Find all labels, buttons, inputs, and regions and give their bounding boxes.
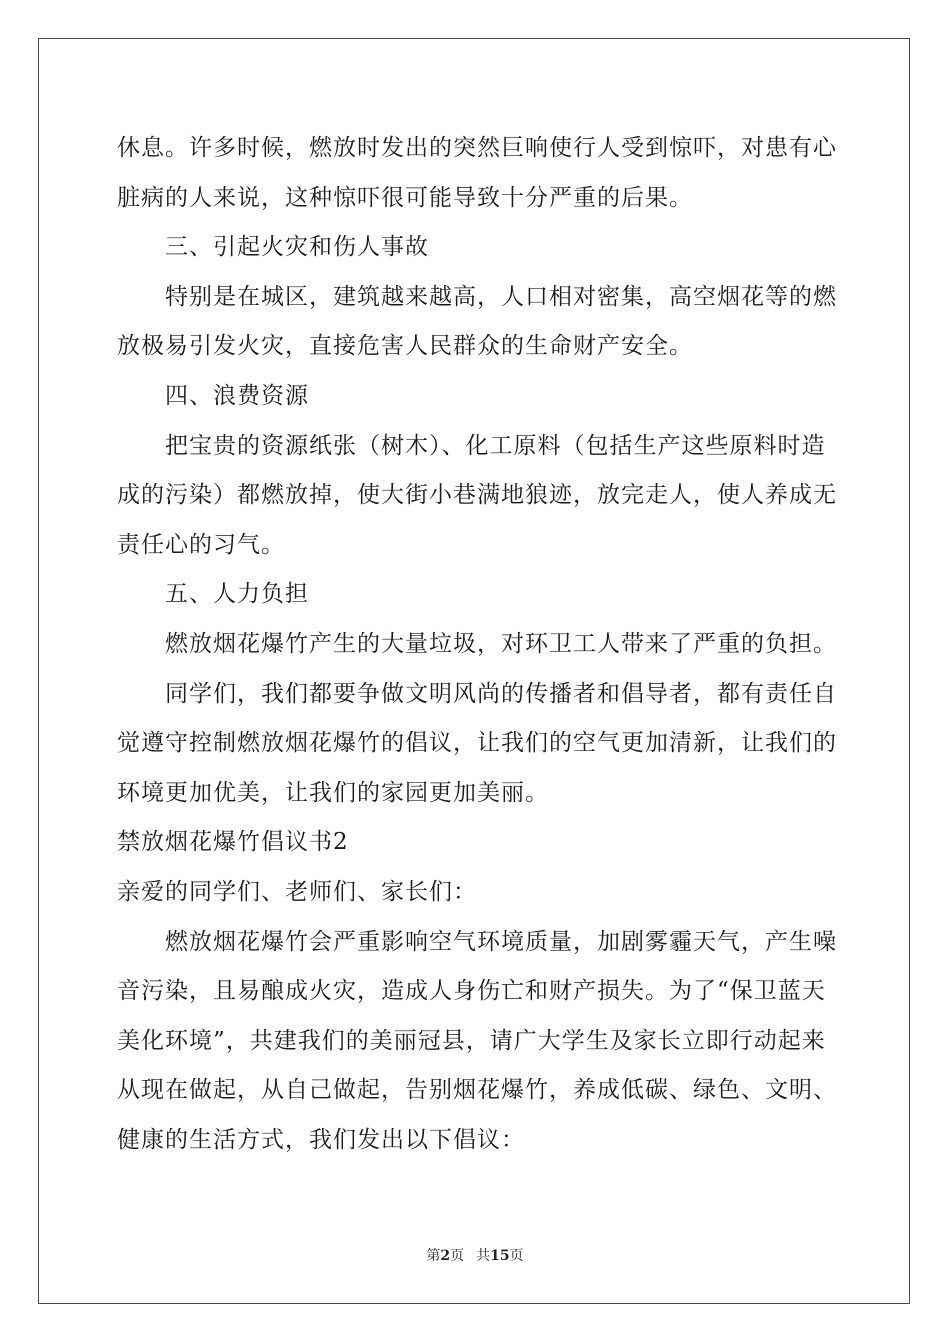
total-pages: 15 — [490, 1248, 510, 1264]
page-suffix: 页 — [450, 1248, 465, 1264]
paragraph-line: 环境更加优美，让我们的家园更加美丽。 — [117, 779, 549, 806]
section-heading: 五、人力负担 — [165, 581, 309, 608]
paragraph-line: 把宝贵的资源纸张（树木）、化工原料（包括生产这些原料时造 — [165, 432, 826, 459]
section-heading: 三、引起火灾和伤人事故 — [165, 234, 429, 261]
page-footer — [0, 1246, 950, 1266]
salutation: 亲爱的同学们、老师们、家长们： — [117, 878, 477, 905]
paragraph-line: 放极易引发火灾，直接危害人民群众的生命财产安全。 — [117, 333, 693, 360]
paragraph-line: 脏病的人来说，这种惊吓很可能导致十分严重的后果。 — [117, 184, 693, 211]
page-number: 2 — [440, 1248, 451, 1264]
paragraph-line: 健康的生活方式，我们发出以下倡议： — [117, 1126, 525, 1153]
paragraph-line: 成的污染）都燃放掉，使大街小巷满地狼迹，放完走人，使人养成无 — [117, 482, 837, 509]
paragraph-line: 燃放烟花爆竹产生的大量垃圾，对环卫工人带来了严重的负担。 — [165, 630, 837, 657]
document-body — [117, 124, 837, 1165]
document-title: 禁放烟花爆竹倡议书2 — [117, 829, 349, 856]
paragraph-line: 美化环境”，共建我们的美丽冠县，请广大学生及家长立即行动起来 — [117, 1027, 826, 1054]
page-prefix: 第 — [426, 1248, 441, 1264]
paragraph-line: 觉遵守控制燃放烟花爆竹的倡议，让我们的空气更加清新，让我们的 — [117, 730, 837, 757]
paragraph-line: 特别是在城区，建筑越来越高，人口相对密集，高空烟花等的燃 — [165, 283, 837, 310]
paragraph-line: 休息。许多时候，燃放时发出的突然巨响使行人受到惊吓，对患有心 — [117, 135, 837, 161]
paragraph-line: 音污染，且易酿成火灾，造成人身伤亡和财产损失。为了“保卫蓝天 — [117, 978, 826, 1005]
section-heading: 四、浪费资源 — [165, 382, 309, 409]
paragraph-line: 燃放烟花爆竹会严重影响空气环境质量，加剧雾霾天气，产生噪 — [165, 928, 837, 955]
paragraph-line: 责任心的习气。 — [117, 531, 285, 558]
total-prefix: 共 — [476, 1248, 491, 1264]
paragraph-line: 同学们，我们都要争做文明风尚的传播者和倡导者，都有责任自 — [165, 680, 837, 707]
total-suffix: 页 — [509, 1248, 524, 1264]
paragraph-line: 从现在做起，从自己做起，告别烟花爆竹，养成低碳、绿色、文明、 — [117, 1077, 837, 1104]
